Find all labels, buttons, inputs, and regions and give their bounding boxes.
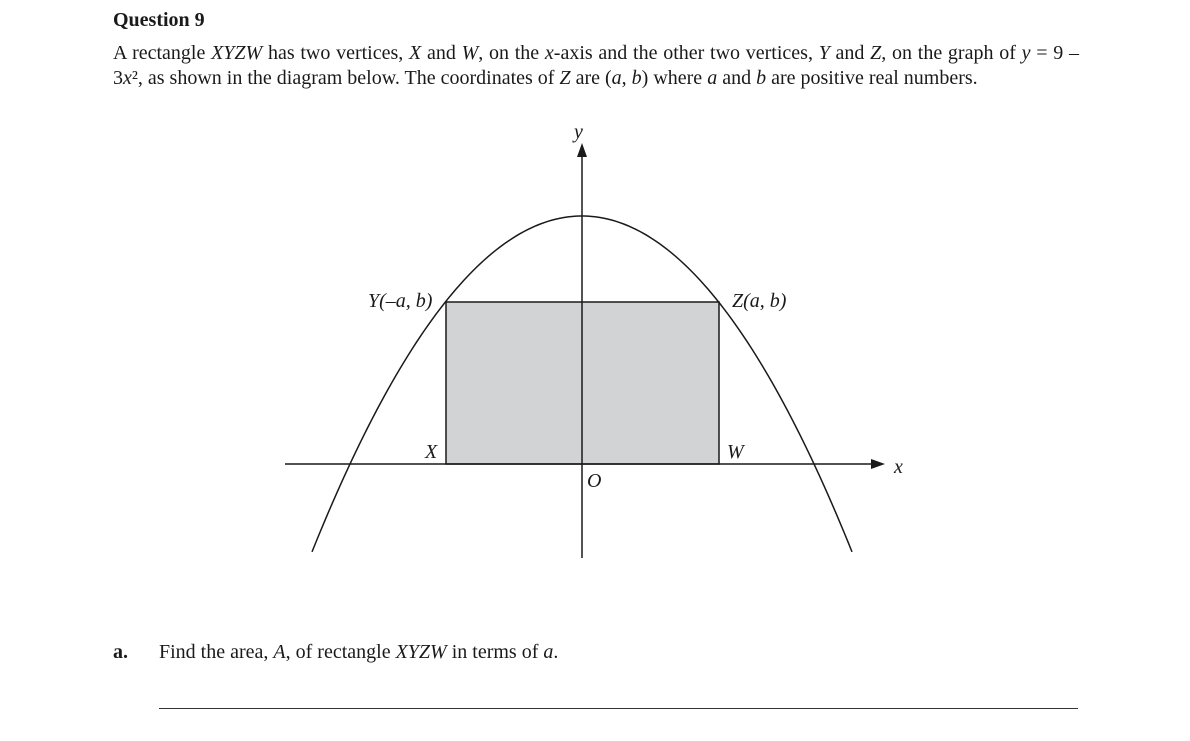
text-run: and bbox=[829, 42, 871, 64]
text-run: are ( bbox=[570, 67, 612, 89]
math-variable: A bbox=[273, 641, 286, 663]
point-x-label: X bbox=[425, 441, 438, 463]
text-run: . bbox=[553, 641, 559, 663]
math-variable: b bbox=[631, 67, 642, 89]
question-intro bbox=[113, 41, 1079, 91]
part-a-label: a. bbox=[113, 641, 128, 663]
math-variable: W bbox=[461, 42, 479, 64]
math-variable: y bbox=[1021, 42, 1031, 64]
text-run: , on the graph of bbox=[881, 42, 1022, 64]
point-z-label: Z(a, b) bbox=[732, 290, 787, 312]
text-run: in terms of bbox=[446, 641, 544, 663]
math-variable: Z bbox=[870, 42, 882, 64]
y-axis-arrow-icon bbox=[577, 143, 587, 157]
text-run: and bbox=[421, 42, 462, 64]
text-run: , of rectangle bbox=[285, 641, 396, 663]
text-run: -axis and the other two vertices, bbox=[553, 42, 819, 64]
parabola-diagram bbox=[270, 118, 920, 558]
math-variable: X bbox=[409, 42, 422, 64]
axis-x-label: x bbox=[894, 456, 903, 478]
text-run: ², as shown in the diagram below. The coordinates of bbox=[131, 67, 560, 89]
text-run: ) where bbox=[641, 67, 708, 89]
origin-label: O bbox=[587, 470, 602, 492]
math-variable: x bbox=[123, 67, 132, 89]
math-variable: a bbox=[611, 67, 622, 89]
math-variable: a bbox=[543, 641, 554, 663]
math-variable: a bbox=[707, 67, 718, 89]
math-variable: XYZW bbox=[395, 641, 447, 663]
part-a-question bbox=[159, 641, 558, 664]
math-variable: x bbox=[544, 42, 554, 64]
point-y-label: Y(–a, b) bbox=[368, 290, 433, 312]
text-run: A rectangle bbox=[113, 42, 212, 64]
text-run: are positive real numbers. bbox=[766, 67, 978, 89]
axis-y-label: y bbox=[574, 121, 583, 143]
text-run: = 9 – 3 bbox=[113, 42, 1079, 89]
math-variable: b bbox=[756, 67, 767, 89]
x-axis-arrow-icon bbox=[871, 459, 885, 469]
math-variable: Z bbox=[559, 67, 571, 89]
math-variable: Y bbox=[818, 42, 830, 64]
text-run: , on the bbox=[478, 42, 545, 64]
text-run: and bbox=[717, 67, 757, 89]
point-w-label: W bbox=[727, 441, 744, 463]
answer-line[interactable] bbox=[159, 708, 1078, 709]
text-run: , bbox=[621, 67, 632, 89]
text-run: Find the area, bbox=[159, 641, 274, 663]
question-heading: Question 9 bbox=[113, 9, 205, 31]
text-run: has two vertices, bbox=[262, 42, 410, 64]
math-variable: XYZW bbox=[211, 42, 263, 64]
